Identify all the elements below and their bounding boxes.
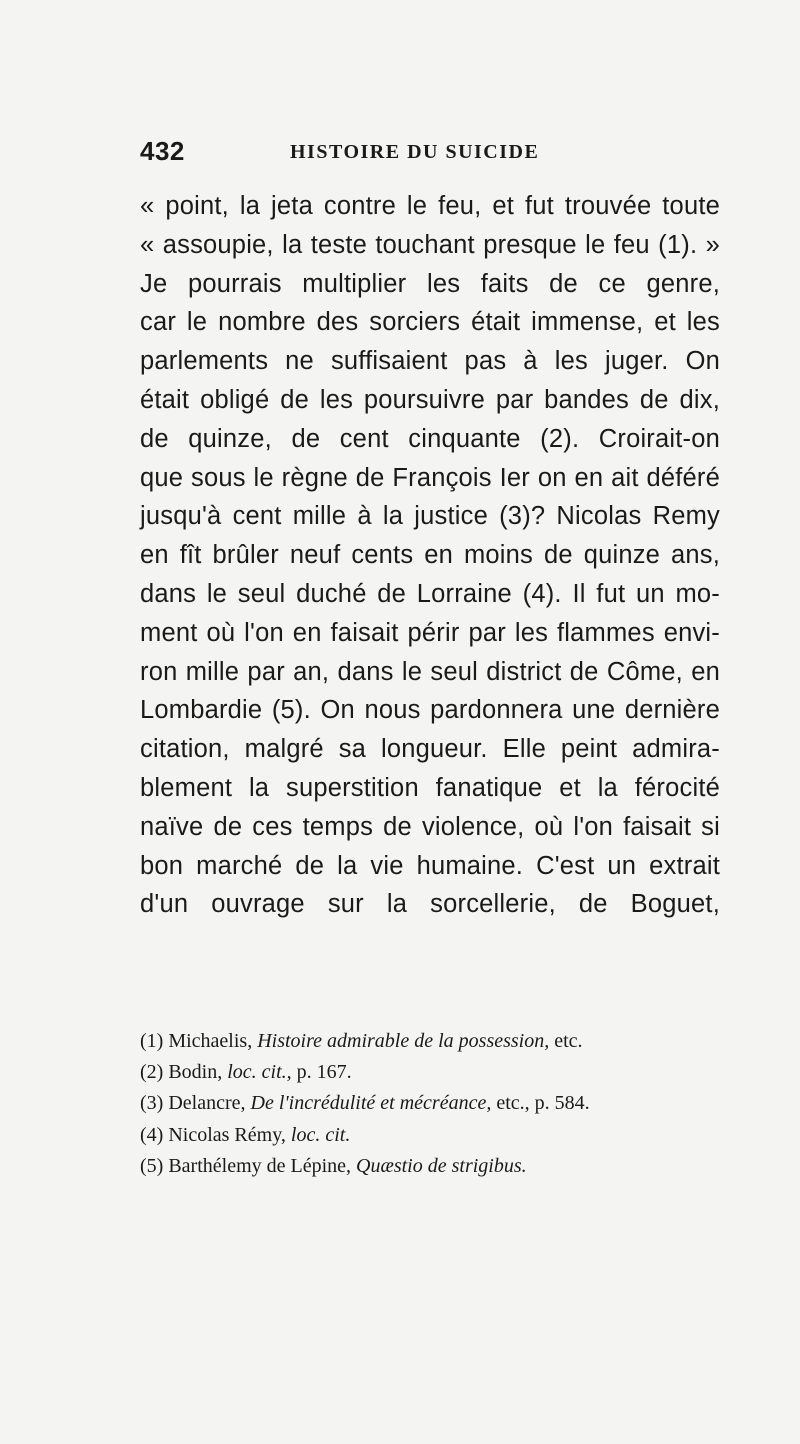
footnote-number: (1)	[140, 1030, 164, 1052]
footnote-title: loc. cit.,	[227, 1061, 292, 1084]
text-line: ment où l'on en faisait périr par les flammes envi-	[140, 618, 720, 647]
text-line: « assoupie, la teste touchant presque le feu (1). »	[140, 230, 720, 259]
footnote	[140, 1151, 740, 1182]
body-text	[140, 187, 720, 924]
footnote-title: loc. cit.	[290, 1123, 351, 1146]
text-line: « point, la jeta contre le feu, et fut trouvée toute	[140, 192, 720, 220]
text-line: Je pourrais multiplier les faits de ce genre,	[140, 269, 720, 298]
text-line: ron mille par an, dans le seul district de Côme, en	[140, 657, 720, 686]
text-line: Lombardie (5). On nous pardonnera une dernière	[140, 696, 720, 725]
footnote-title: Quæstio de strigibus.	[356, 1154, 527, 1177]
text-line: blement la superstition fanatique et la férocité	[140, 773, 720, 802]
footnote-author: Barthélemy de Lépine,	[168, 1154, 352, 1177]
footnote-author: Nicolas Rémy,	[168, 1123, 286, 1146]
page-header	[140, 136, 700, 176]
footnote	[140, 1120, 740, 1151]
text-line: naïve de ces temps de violence, où l'on faisait si	[140, 812, 720, 841]
text-line: dans le seul duché de Lorraine (4). Il fut un mo-	[140, 579, 720, 608]
footnote-number: (3)	[140, 1092, 164, 1115]
footnote-author: Delancre,	[168, 1092, 246, 1115]
text-line: en fît brûler neuf cents en moins de quinze ans,	[140, 541, 720, 570]
footnote-suffix: p. 167.	[296, 1061, 352, 1084]
footnotes	[140, 1026, 740, 1182]
text-line: était obligé de les poursuivre par bandes de dix,	[140, 385, 720, 414]
text-line: bon marché de la vie humaine. C'est un extrait	[140, 851, 720, 880]
footnote-author: Michaelis,	[168, 1030, 253, 1052]
footnote	[140, 1026, 740, 1057]
footnote-number: (5)	[140, 1154, 164, 1177]
footnote-number: (2)	[140, 1061, 164, 1084]
text-line: que sous le règne de François Ier on en ait déféré	[140, 463, 720, 492]
footnote	[140, 1057, 740, 1088]
text-line: de quinze, de cent cinquante (2). Croirait-on	[140, 424, 720, 453]
footnote-title: De l'incrédulité et mécréance,	[250, 1092, 492, 1115]
footnote-suffix: etc., p. 584.	[496, 1092, 590, 1115]
text-line: d'un ouvrage sur la sorcellerie, de Boguet,	[140, 890, 720, 919]
footnote-number: (4)	[140, 1123, 164, 1146]
footnote-suffix: etc.	[554, 1030, 583, 1052]
text-line: car le nombre des sorciers était immense, et les	[140, 308, 720, 337]
running-head: HISTOIRE DU SUICIDE	[290, 141, 540, 163]
text-line: citation, malgré sa longueur. Elle peint admira-	[140, 735, 720, 764]
text-line: parlements ne suffisaient pas à les juger. On	[140, 347, 720, 376]
footnote-title: Histoire admirable de la possession,	[257, 1030, 550, 1052]
page-number: 432	[140, 136, 185, 166]
footnote	[140, 1088, 740, 1119]
footnote-author: Bodin,	[168, 1061, 223, 1084]
text-line: jusqu'à cent mille à la justice (3)? Nicolas Remy	[140, 502, 720, 531]
